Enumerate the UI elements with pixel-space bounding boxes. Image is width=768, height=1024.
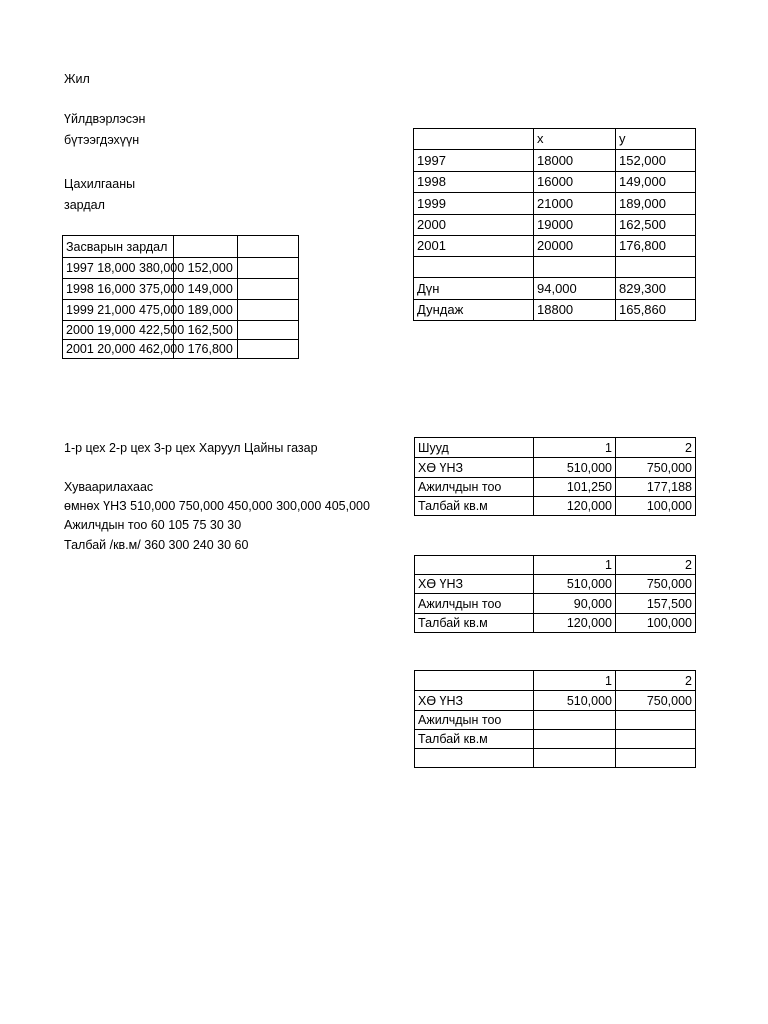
allocation-table-blank <box>414 670 696 768</box>
department-line: 1-р цех 2-р цех 3-р цех Харуул Цайны газар <box>64 441 318 455</box>
before-cost-line: өмнөх ҮНЗ 510,000 750,000 450,000 300,000 405,000 <box>64 499 370 513</box>
table-row <box>415 575 696 594</box>
table-cell <box>238 300 299 321</box>
table-cell: 510,000 <box>534 575 616 594</box>
table-cell <box>616 711 696 730</box>
table-row <box>415 730 696 749</box>
table-cell: 2001 <box>414 236 534 257</box>
table-cell: 94,000 <box>534 278 616 300</box>
table-row <box>415 497 696 516</box>
table-cell: Талбай кв.м <box>415 730 534 749</box>
table-cell: 829,300 <box>616 278 696 300</box>
table-cell: 2 <box>616 671 696 691</box>
table-cell: 157,500 <box>616 594 696 614</box>
table-cell: 2 <box>616 438 696 458</box>
table-cell: 1997 <box>414 150 534 172</box>
table-cell: Шууд <box>415 438 534 458</box>
allocation-table-direct <box>414 437 696 516</box>
table-cell <box>534 749 616 768</box>
table-cell: Талбай кв.м <box>415 497 534 516</box>
table-cell <box>238 321 299 340</box>
table-row <box>63 340 299 359</box>
table-cell: 101,250 <box>534 478 616 497</box>
table-cell: 177,188 <box>616 478 696 497</box>
table-cell <box>238 236 299 258</box>
table-cell <box>415 556 534 575</box>
table-cell <box>238 340 299 359</box>
table-row <box>415 691 696 711</box>
table-row <box>415 556 696 575</box>
table-cell: 120,000 <box>534 497 616 516</box>
table-cell: 2000 <box>414 215 534 236</box>
table-row <box>63 258 299 279</box>
table-row <box>415 671 696 691</box>
table-row <box>414 193 696 215</box>
table-cell <box>238 258 299 279</box>
electric-label-line2: зардал <box>64 198 105 212</box>
distribute-label: Хуваарилахаас <box>64 480 154 494</box>
table-cell: 90,000 <box>534 594 616 614</box>
table-cell: 120,000 <box>534 614 616 633</box>
table-cell: 18000 <box>534 150 616 172</box>
table-cell: 510,000 <box>534 458 616 478</box>
table-cell <box>534 257 616 278</box>
table-cell <box>238 279 299 300</box>
table-cell: ХӨ ҮНЗ <box>415 458 534 478</box>
electric-label-line1: Цахилгааны <box>64 177 136 191</box>
xy-table <box>413 128 696 321</box>
table-row <box>63 279 299 300</box>
table-header-cell: y <box>616 129 696 150</box>
table-row <box>415 458 696 478</box>
table-row <box>415 614 696 633</box>
table-cell: 18800 <box>534 300 616 321</box>
area-line: Талбай /кв.м/ 360 300 240 30 60 <box>64 538 249 552</box>
table-cell: 1998 <box>414 172 534 193</box>
repair-cost-table <box>62 235 299 359</box>
workers-line: Ажилчдын тоо 60 105 75 30 30 <box>64 518 242 532</box>
table-cell: 1 <box>534 671 616 691</box>
table-cell: 189,000 <box>616 193 696 215</box>
table-row <box>414 215 696 236</box>
table-cell <box>534 711 616 730</box>
table-cell: Талбай кв.м <box>415 614 534 633</box>
table-cell: 510,000 <box>534 691 616 711</box>
table-row <box>415 711 696 730</box>
produced-label-line2: бүтээгдэхүүн <box>64 133 140 147</box>
table-row <box>63 321 299 340</box>
table-cell: 152,000 <box>616 150 696 172</box>
table-cell: Ажилчдын тоо <box>415 478 534 497</box>
table-cell <box>174 236 238 258</box>
table-cell <box>534 730 616 749</box>
table-cell: 100,000 <box>616 614 696 633</box>
table-cell: 1997 18,000 380,000 152,000 <box>63 258 174 279</box>
table-row <box>414 257 696 278</box>
table-cell: 2 <box>616 556 696 575</box>
table-cell: 162,500 <box>616 215 696 236</box>
table-row <box>63 236 299 258</box>
table-cell: Ажилчдын тоо <box>415 594 534 614</box>
table-cell: 176,800 <box>616 236 696 257</box>
table-cell: 1999 21,000 475,000 189,000 <box>63 300 174 321</box>
table-cell: 1 <box>534 556 616 575</box>
table-cell: 2000 19,000 422,500 162,500 <box>63 321 174 340</box>
table-row <box>414 236 696 257</box>
table-cell: Засварын зардал <box>63 236 174 258</box>
table-row <box>415 749 696 768</box>
table-cell: 149,000 <box>616 172 696 193</box>
table-cell: 21000 <box>534 193 616 215</box>
table-cell: 1 <box>534 438 616 458</box>
table-cell <box>616 730 696 749</box>
table-row <box>63 300 299 321</box>
table-cell: 2001 20,000 462,000 176,800 <box>63 340 174 359</box>
table-cell <box>616 257 696 278</box>
allocation-table-step <box>414 555 696 633</box>
table-row <box>414 278 696 300</box>
produced-label-line1: Үйлдвэрлэсэн <box>64 112 146 126</box>
table-cell <box>415 671 534 691</box>
table-row <box>414 150 696 172</box>
table-cell: 20000 <box>534 236 616 257</box>
table-header-cell: x <box>534 129 616 150</box>
table-cell <box>616 749 696 768</box>
table-row <box>415 438 696 458</box>
table-cell: 750,000 <box>616 458 696 478</box>
table-header-cell <box>414 129 534 150</box>
table-cell: ХӨ ҮНЗ <box>415 575 534 594</box>
table-cell: 1999 <box>414 193 534 215</box>
table-cell: 1998 16,000 375,000 149,000 <box>63 279 174 300</box>
table-cell: 19000 <box>534 215 616 236</box>
table-cell: 16000 <box>534 172 616 193</box>
table-cell: Ажилчдын тоо <box>415 711 534 730</box>
table-cell: Дундаж <box>414 300 534 321</box>
table-cell: 165,860 <box>616 300 696 321</box>
year-label: Жил <box>64 72 90 86</box>
table-row <box>415 594 696 614</box>
table-row <box>414 300 696 321</box>
table-cell <box>414 257 534 278</box>
table-row <box>414 172 696 193</box>
table-cell: ХӨ ҮНЗ <box>415 691 534 711</box>
table-row <box>415 478 696 497</box>
table-cell: 750,000 <box>616 575 696 594</box>
table-cell: 100,000 <box>616 497 696 516</box>
table-header-row <box>414 129 696 150</box>
table-cell: Дүн <box>414 278 534 300</box>
table-cell: 750,000 <box>616 691 696 711</box>
table-cell <box>415 749 534 768</box>
